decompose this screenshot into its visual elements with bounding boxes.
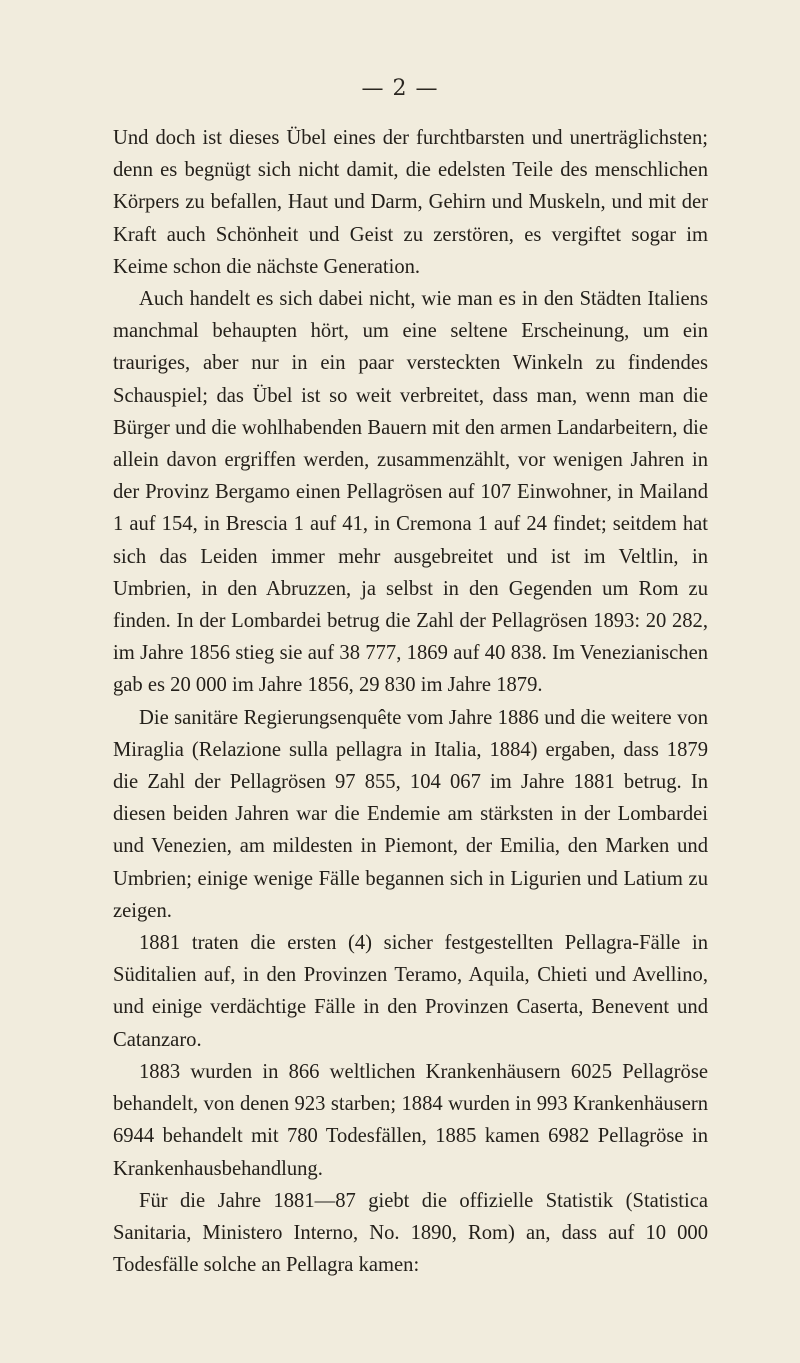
page-number: — 2 — [361, 76, 439, 101]
paragraph-3: Die sanitäre Regierungsenquête vom Jahre 1886 und die weitere von Miraglia (Relazione sulla pellagra in Italia, 1884) ergaben, dass 1879 die Zahl der Pellagrösen 97 855, 104 067 im Jahre 1881 betrug. In diesen beiden Jahren war die Endemie am stärksten in der Lombardei und Venezien, am mildesten in Piemont, der Emilia, den Marken und Umbrien; einige wenige Fälle begannen sich in Ligurien und Latium zu zeigen. [113, 706, 708, 922]
body-text [113, 122, 708, 1281]
paragraph-4: 1881 traten die ersten (4) sicher festgestellten Pellagra-Fälle in Süditalien auf, in den Provinzen Teramo, Aquila, Chieti und Avellino, und einige verdächtige Fälle in den Provinzen Caserta, Benevent und Catanzaro. [113, 932, 708, 1051]
paragraph-2: Auch handelt es sich dabei nicht, wie man es in den Städten Italiens manchmal behaupten hört, um eine seltene Erscheinung, um ein trauriges, aber nur in ein paar versteckten Winkeln zu findendes Schauspiel; das Übel ist so weit verbreitet, dass man, wenn man die Bürger und die wohlhabenden Bauern mit den armen Landarbeitern, die allein davon ergriffen werden, zusammenzählt, vor wenigen Jahren in der Provinz Bergamo einen Pellagrösen auf 107 Einwohner, in Mailand 1 auf 154, in Brescia 1 auf 41, in Cremona 1 auf 24 findet; seitdem hat sich das Leiden immer mehr ausgebreitet und ist im Veltlin, in Umbrien, in den Abruzzen, ja selbst in den Gegenden um Rom zu finden. In der Lombardei betrug die Zahl der Pellagrösen 1893: 20 282, im Jahre 1856 stieg sie auf 38 777, 1869 auf 40 838. Im Venezianischen gab es 20 000 im Jahre 1856, 29 830 im Jahre 1879. [113, 288, 708, 697]
paragraph-1: Und doch ist dieses Übel eines der furchtbarsten und unerträglichsten; denn es begnügt sich nicht damit, die edelsten Teile des menschlichen Körpers zu befallen, Haut und Darm, Gehirn und Muskeln, und mit der Kraft auch Schönheit und Geist zu zerstören, es vergiftet sogar im Keime schon die nächste Generation. [113, 127, 708, 278]
paragraph-6: Für die Jahre 1881—87 giebt die offizielle Statistik (Statistica Sanitaria, Ministero Interno, No. 1890, Rom) an, dass auf 10 000 Todesfälle solche an Pellagra kamen: [113, 1189, 708, 1277]
paragraph-5: 1883 wurden in 866 weltlichen Krankenhäusern 6025 Pellagröse behandelt, von denen 923 starben; 1884 wurden in 993 Krankenhäusern 6944 behandelt mit 780 Todesfällen, 1885 kamen 6982 Pellagröse in Krankenhausbehandlung. [113, 1060, 708, 1180]
